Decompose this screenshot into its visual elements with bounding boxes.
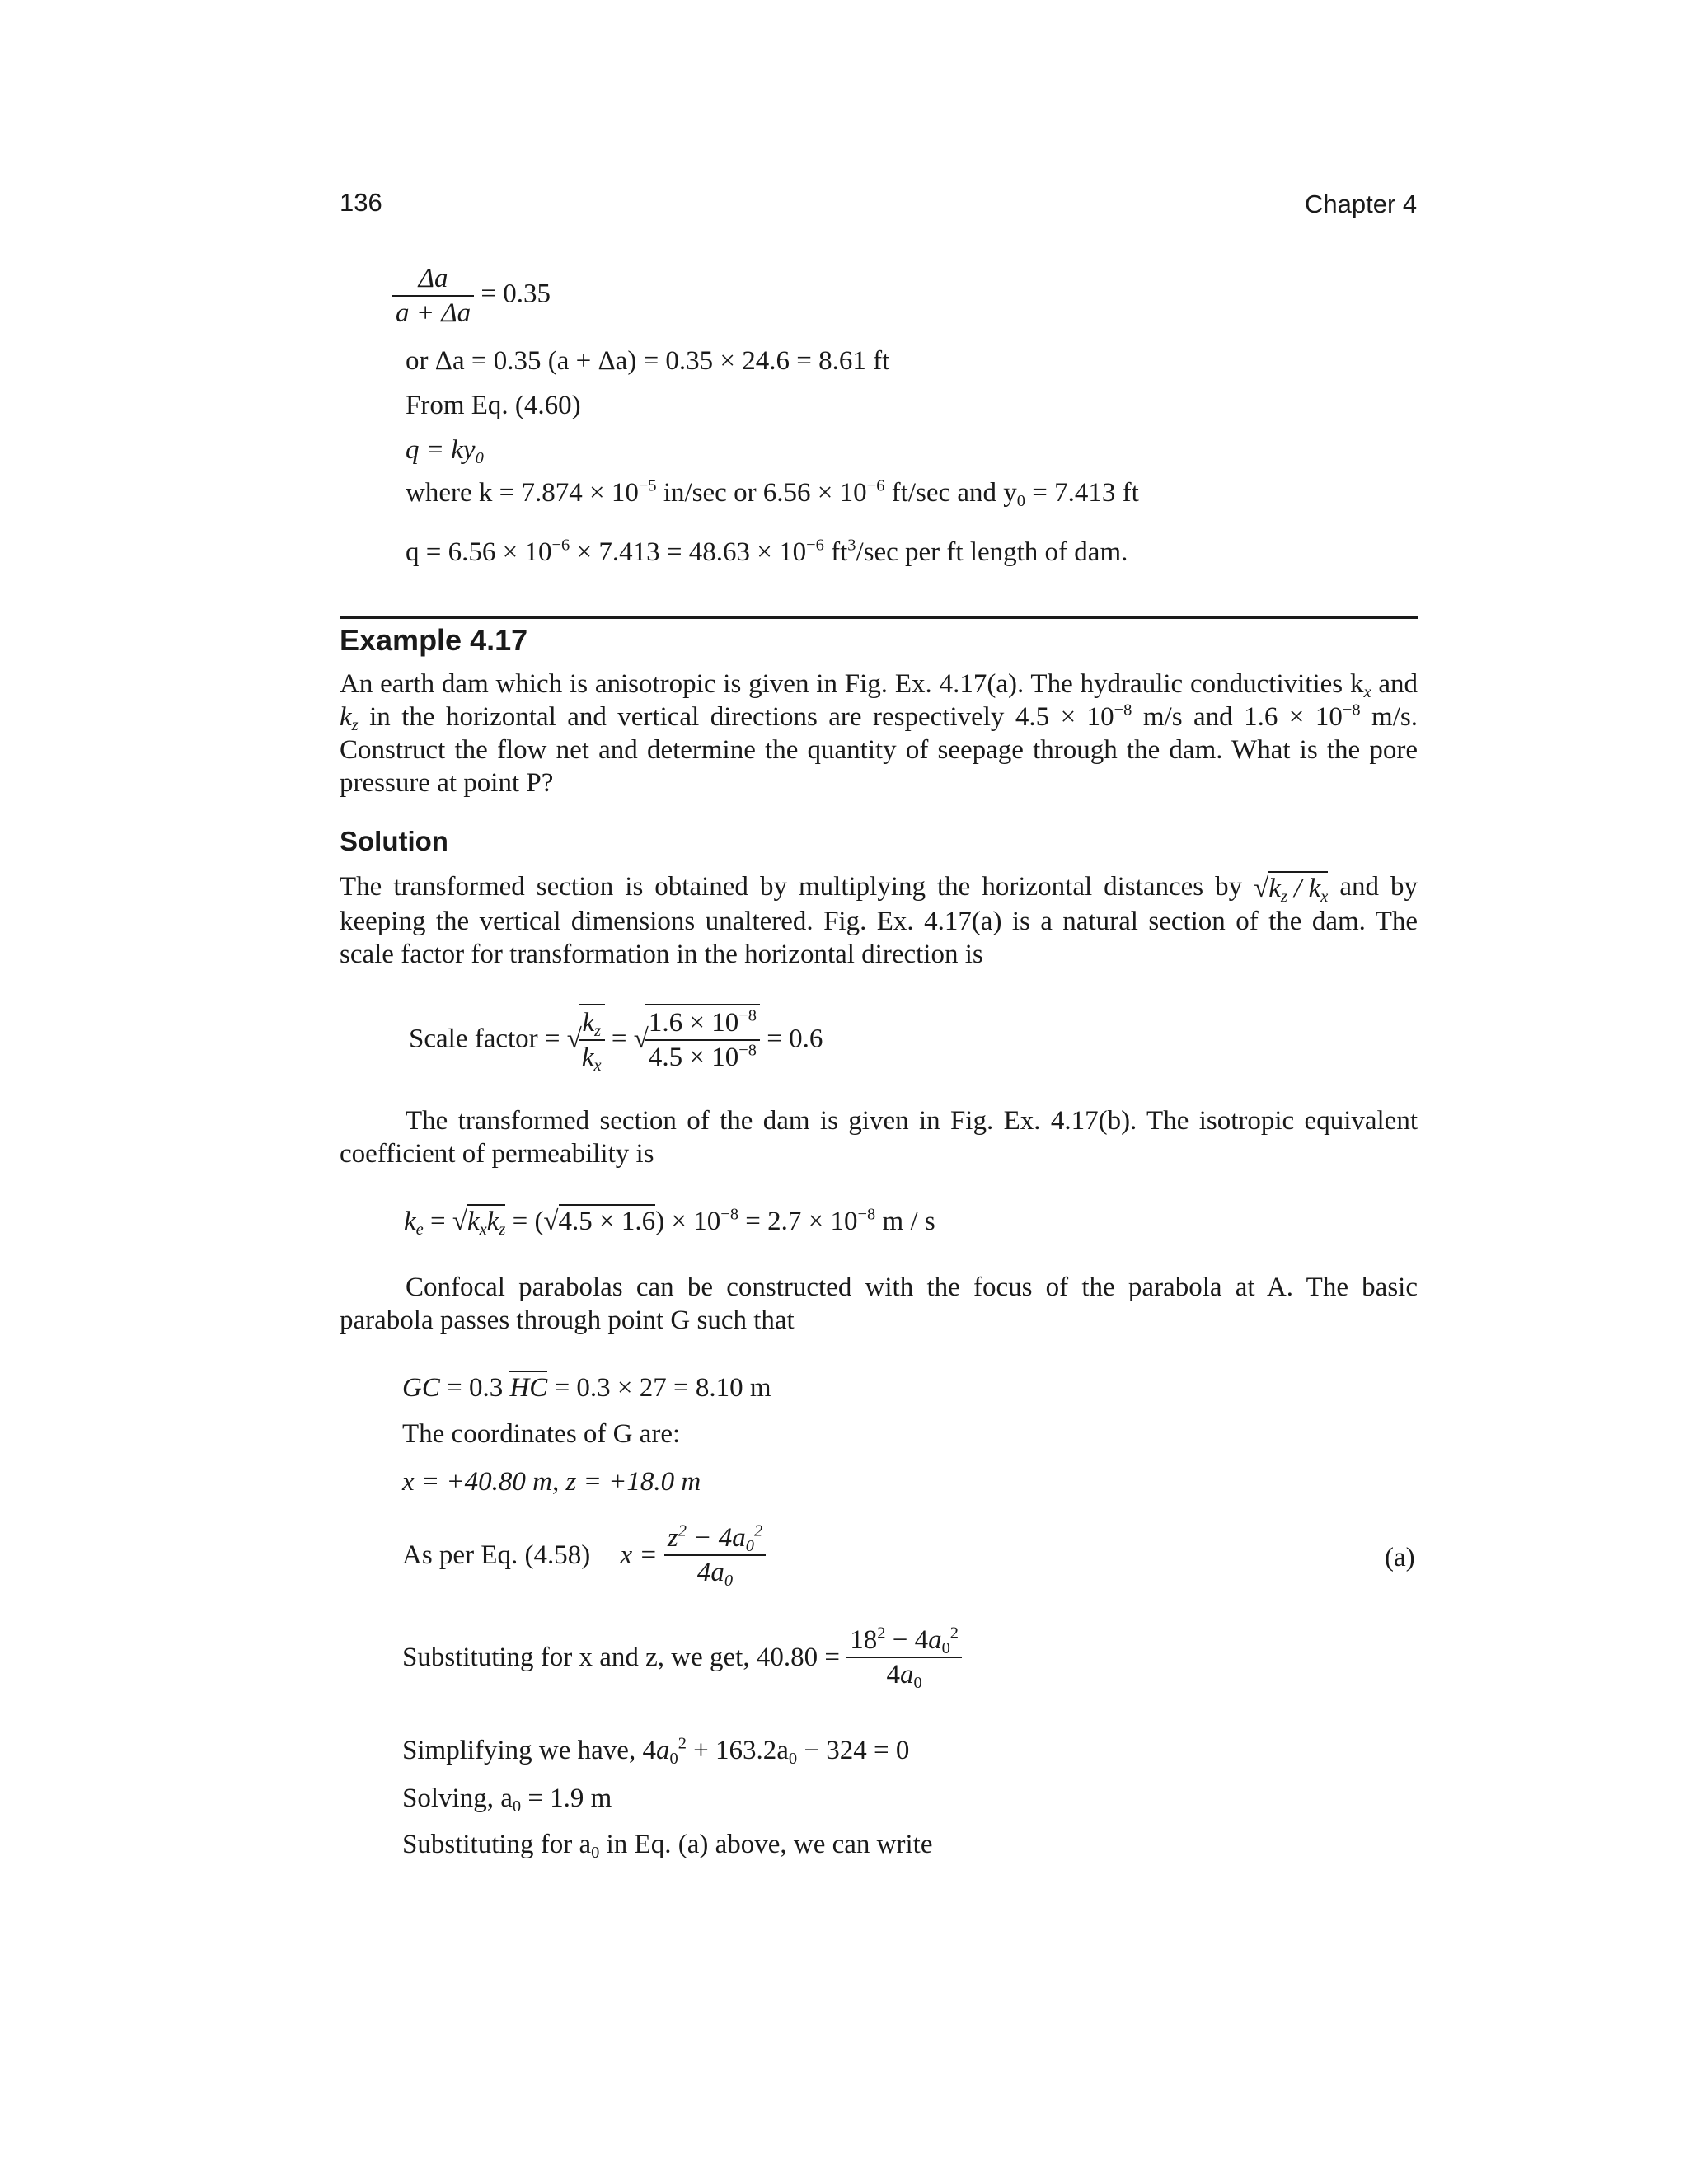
frac-denominator: a + Δa [396, 298, 471, 328]
solution-paragraph-1: The transformed section is obtained by multiplying the horizontal distances by $√k_z / k_x$ and by keeping the vertical dimensions unaltered. Fig. Ex. 4.17(a) is a natural section of the dam. The scale factor for transformation in the horizontal direction is [340, 872, 1418, 970]
solving-line: Solving, $a_0 = 1.9$ m [402, 1783, 612, 1816]
scale-factor-label: Scale factor = [409, 1024, 560, 1054]
ke-equation: $k_e = √k_xk_z = (√4.5 \times 1.6) \times 10^{-8} = 2.7 \times 10^{-8}$ m / s [404, 1205, 935, 1240]
q-value-line: $q = 6.56 \times 10^{-6} \times 7.413 = 48.63 \times 10^{-6}$ $ft^3/\sec$ per ft length of dam. [406, 536, 1128, 567]
coordinates-label: The coordinates of G are: [402, 1419, 681, 1449]
scale-result: = 0.6 [767, 1024, 823, 1054]
delta-fraction [392, 262, 551, 330]
where-line: where $k = 7.874 \times 10^{-5}$ in/sec or $6.56 \times 10^{-6}$ ft/sec and $y_0 = 7.413$ ft [406, 476, 1139, 511]
solution-paragraph-2: The transformed section of the dam is given in Fig. Ex. 4.17(b). The isotropic equivalent coefficient of permeability is [340, 1106, 1418, 1169]
page-number: 136 [340, 188, 382, 217]
section-divider [340, 616, 1418, 619]
sqrt-kz-kx: $√k_z / k_x$ [1254, 872, 1328, 905]
scale-factor-equation: Scale factor = √ $\frac{k_z}{k_x}$ = √ $\frac{1.6 \times 10^{-8}}{4.5 \times 10^{-8}}$ = 0.6 [409, 1004, 823, 1074]
substitution-line: Substituting for x and z, we get, 40.80 = $\frac{18^2 - 4a_0^2}{4a_0}$ [402, 1624, 962, 1691]
last-line: Substituting for $a_0$ in Eq. (a) above, we can write [402, 1830, 933, 1863]
scale-numerator: $1.6 \times 10^{-8}$ [645, 1006, 760, 1041]
frac-numerator: Δa [392, 262, 474, 297]
sqrt-ratio: √ [566, 1024, 582, 1054]
from-eq-line: From Eq. (4.60) [406, 391, 581, 420]
gc-line: GC = 0.3 HC = 0.3 × 27 = 8.10 m [402, 1371, 771, 1404]
equation-label-a: (a) [1385, 1543, 1415, 1572]
delta-line: or Δa = 0.35 (a + Δa) = 0.35 × 24.6 = 8.61 ft [406, 346, 890, 376]
solution-paragraph-3: Confocal parabolas can be constructed with the focus of the parabola at A. The basic parabola passes through point G such that [340, 1272, 1418, 1335]
scale-denominator: $4.5 \times 10^{-8}$ [648, 1041, 757, 1072]
solution-title: Solution [340, 826, 448, 856]
example-text: An earth dam which is anisotropic is given in Fig. Ex. 4.17(a). The hydraulic conductivities $k_x$ and $k_z$ in the horizontal and vertical directions are respectively $4.5 \times 10^{-8}$ m/s and $1.6 \times 10^{-8}$ m/s. Construct the flow net and determine the quantity of seepage through the dam. What is the pore pressure at point P? [340, 669, 1418, 798]
q-equation: $q = ky_0$ [406, 435, 484, 468]
frac-equals: = 0.35 [481, 279, 551, 309]
coordinates-values: x = +40.80 m, z = +18.0 m [402, 1467, 701, 1497]
eq-4-58: As per Eq. (4.58) x = $\frac{z^2 - 4a_0^2}{4a_0}$ [402, 1521, 766, 1589]
simplify-line: Simplifying we have, $4a_0^2 + 163.2a_0 - 324 = 0$ [402, 1734, 910, 1769]
chapter-label: Chapter 4 [1305, 190, 1418, 218]
example-title: Example 4.17 [340, 623, 528, 657]
